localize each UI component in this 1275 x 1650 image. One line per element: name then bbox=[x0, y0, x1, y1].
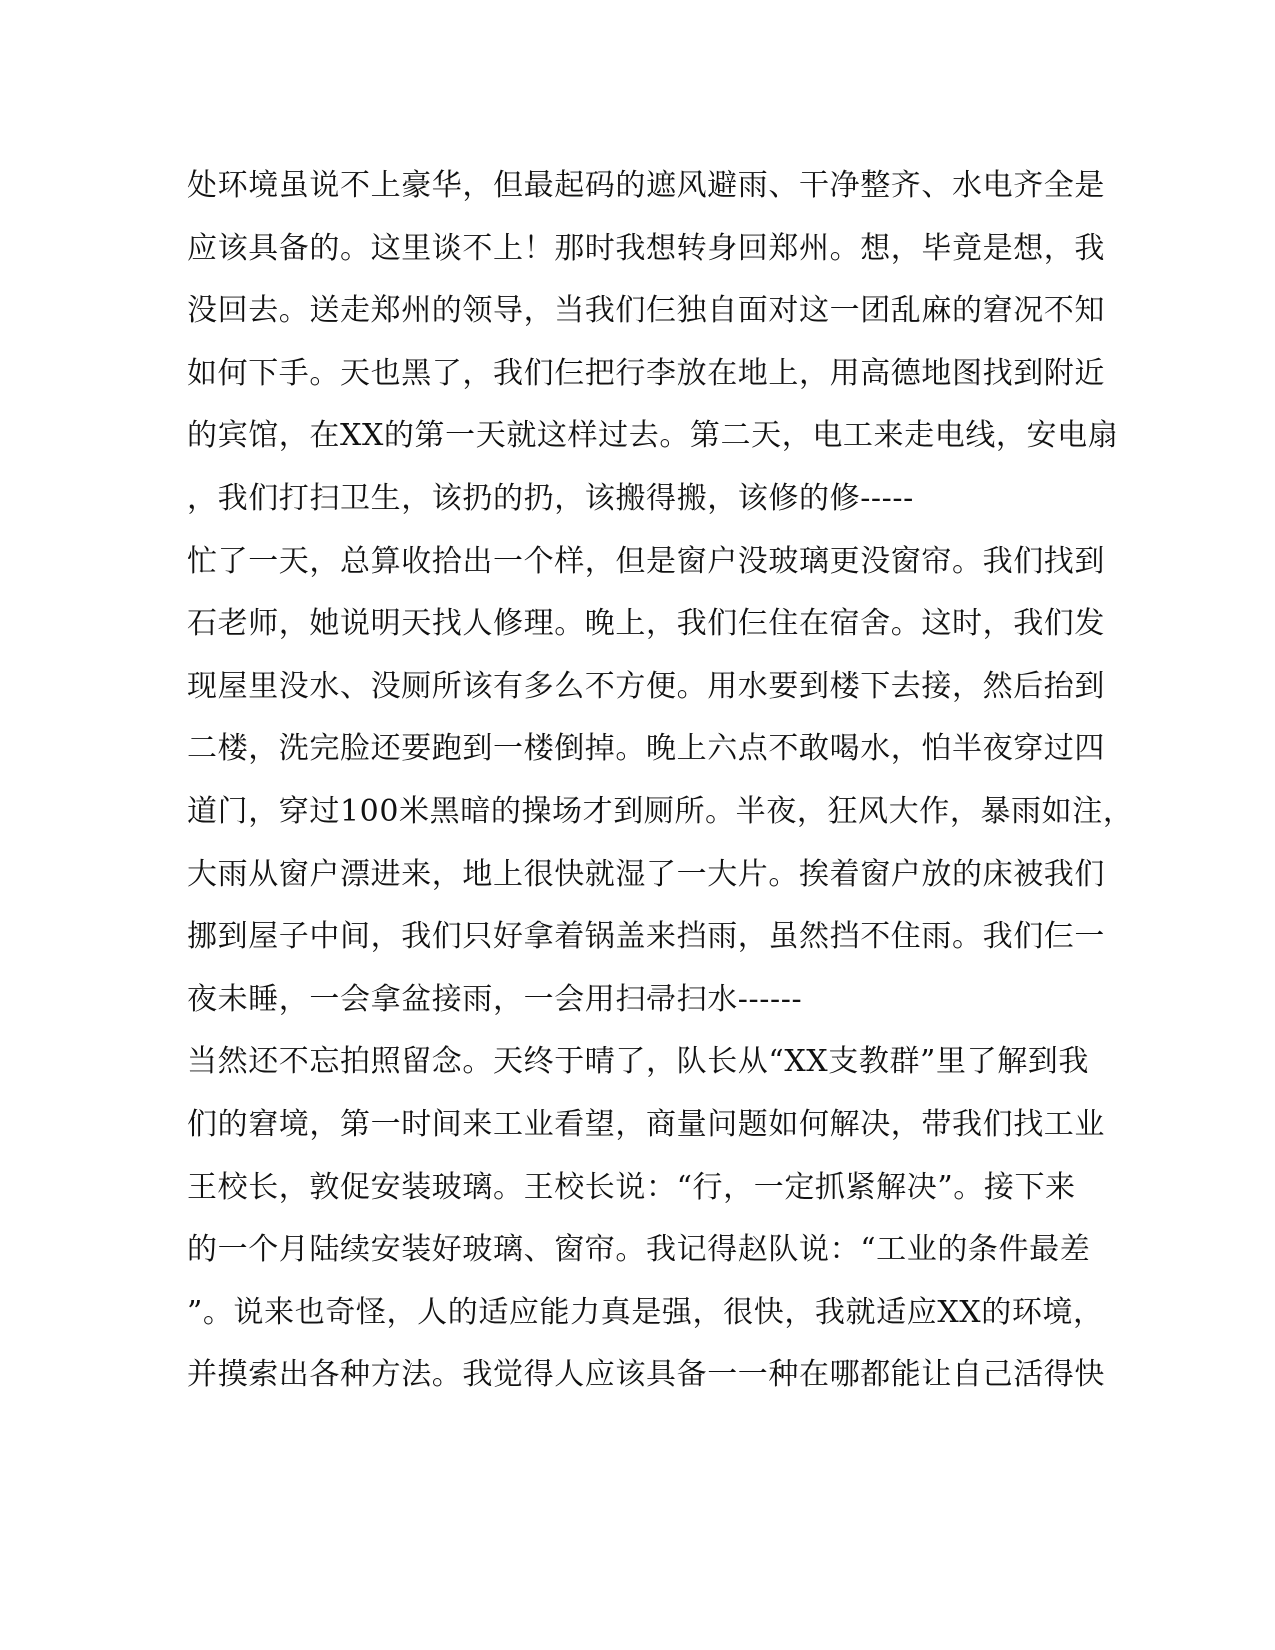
text-line: 的一个月陆续安装好玻璃、窗帘。我记得赵队说：“工业的条件最差 bbox=[187, 1232, 1091, 1268]
text-line: 夜未睡，一会拿盆接雨，一会用扫帚扫水------ bbox=[187, 981, 803, 1017]
text-line: 应该具备的。这里谈不上！那时我想转身回郑州。想，毕竟是想，我 bbox=[187, 230, 1105, 266]
text-line: 挪到屋子中间，我们只好拿着锅盖来挡雨，虽然挡不住雨。我们仨一 bbox=[187, 919, 1105, 955]
text-line: 石老师，她说明天找人修理。晚上，我们仨住在宿舍。这时，我们发 bbox=[187, 606, 1105, 642]
text-line: 的宾馆，在XX的第一天就这样过去。第二天，电工来走电线，安电扇 bbox=[187, 418, 1119, 454]
text-line: 处环境虽说不上豪华，但最起码的遮风避雨、干净整齐、水电齐全是 bbox=[187, 168, 1105, 203]
text-line: 王校长，敦促安装玻璃。王校长说：“行，一定抓紧解决”。接下来 bbox=[187, 1169, 1076, 1205]
text-line: 如何下手。天也黑了，我们仨把行李放在地上，用高德地图找到附近 bbox=[187, 355, 1105, 391]
text-line: 现屋里没水、没厕所该有多么不方便。用水要到楼下去接，然后抬到 bbox=[187, 668, 1105, 704]
text-line: ，我们打扫卫生，该扔的扔，该搬得搬，该修的修----- bbox=[187, 480, 914, 516]
body-text bbox=[187, 155, 1134, 1407]
text-line: 们的窘境，第一时间来工业看望，商量问题如何解决，带我们找工业 bbox=[187, 1106, 1105, 1142]
text-line: 二楼，洗完脸还要跑到一楼倒掉。晚上六点不敢喝水，怕半夜穿过四 bbox=[187, 731, 1105, 767]
text-line: 当然还不忘拍照留念。天终于晴了，队长从“XX支教群”里了解到我 bbox=[187, 1044, 1089, 1080]
text-line: 没回去。送走郑州的领导，当我们仨独自面对这一团乱麻的窘况不知 bbox=[187, 293, 1105, 329]
text-line: ”。说来也奇怪，人的适应能力真是强，很快，我就适应XX的环境， bbox=[187, 1294, 1104, 1330]
text-line: 忙了一天，总算收拾出一个样，但是窗户没玻璃更没窗帘。我们找到 bbox=[187, 543, 1105, 579]
text-line: 大雨从窗户漂进来，地上很快就湿了一大片。挨着窗户放的床被我们 bbox=[187, 856, 1105, 892]
text-line: 道门，穿过100米黑暗的操场才到厕所。半夜，狂风大作，暴雨如注， bbox=[187, 793, 1134, 829]
text-line: 并摸索出各种方法。我觉得人应该具备一一种在哪都能让自己活得快 bbox=[187, 1357, 1105, 1393]
